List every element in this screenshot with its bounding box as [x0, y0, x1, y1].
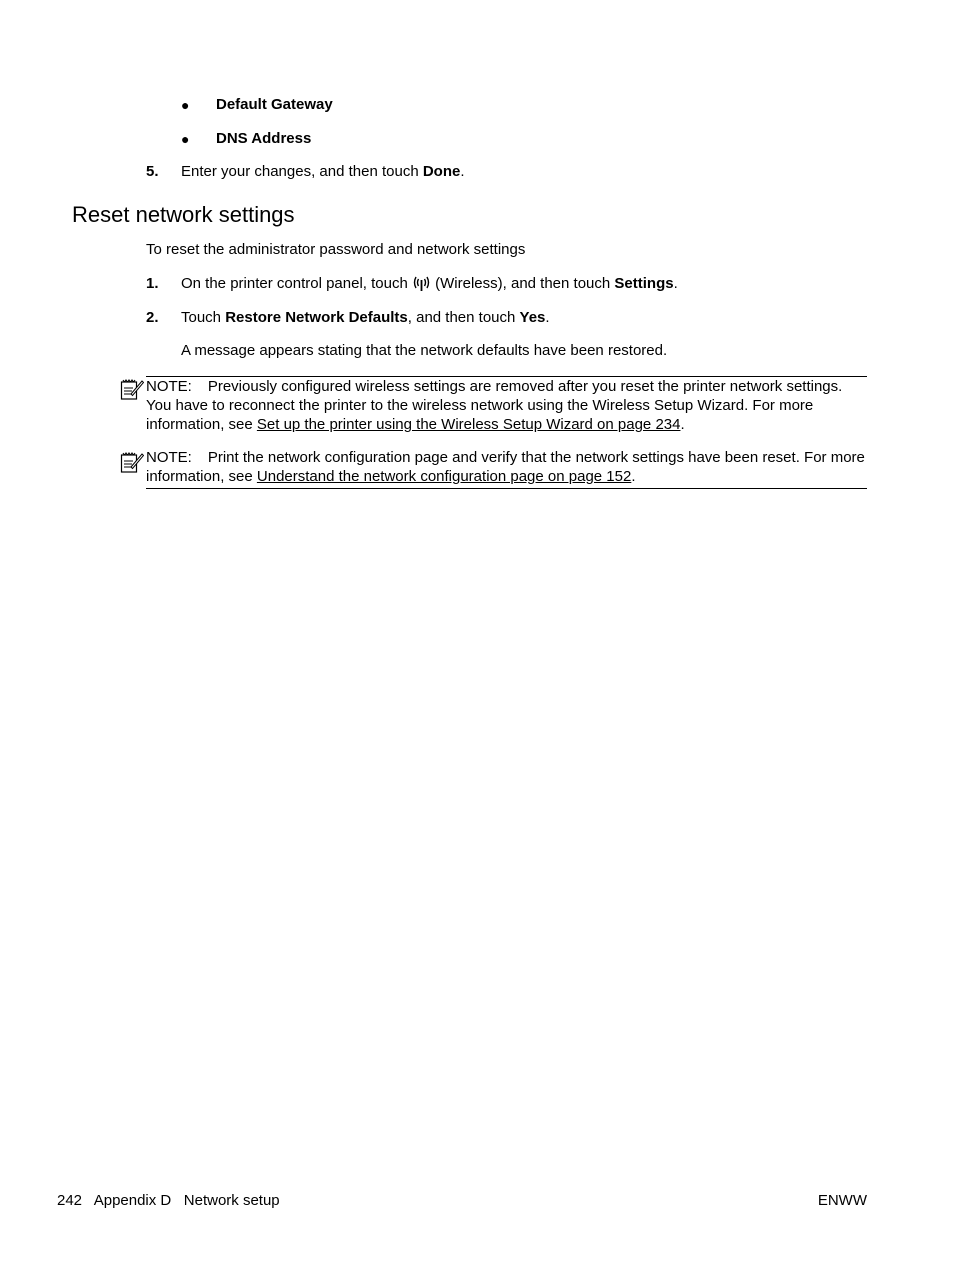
step-text-part: . — [673, 275, 678, 292]
footer-section: Appendix D Network setup — [93, 1192, 280, 1209]
step-detail: A message appears stating that the network defaults have been restored. — [181, 342, 668, 359]
note-label: NOTE: — [146, 449, 192, 466]
section-intro: To reset the administrator password and network settings — [146, 241, 526, 258]
wireless-icon — [412, 274, 431, 291]
yes-label: Yes — [519, 309, 546, 326]
bullet-dot: ● — [181, 131, 190, 147]
footer-right: ENWW — [817, 1192, 867, 1209]
note-icon — [120, 378, 144, 402]
section-title: Reset network settings — [72, 202, 295, 227]
step-text-part: , and then touch — [407, 309, 520, 326]
note-icon — [120, 451, 144, 475]
bullet-default-gateway: Default Gateway — [216, 96, 333, 113]
note-text: Previously configured wireless settings are removed after you reset the printer network settings. You have to reconnect the printer to the wireless network using the Wireless Setup Wizard. For more information, see — [146, 378, 843, 433]
footer-left — [57, 1191, 280, 1210]
bullet-dot: ● — [181, 97, 190, 113]
step-number: 1. — [146, 275, 159, 292]
page-number: 242 — [57, 1192, 83, 1209]
wireless-setup-link[interactable]: Set up the printer using the Wireless Setup Wizard on page 234 — [256, 416, 681, 433]
step-text-part: Enter your changes, and then touch — [181, 163, 423, 180]
done-label: Done — [422, 163, 461, 180]
note-text: Print the network configuration page and verify that the network settings have been reset. For more information, see — [146, 449, 865, 485]
note-box — [146, 376, 867, 434]
step-number: 2. — [146, 309, 159, 326]
step-text-part: . — [460, 163, 465, 180]
step-number: 5. — [146, 163, 159, 180]
note-label: NOTE: — [146, 378, 192, 395]
step-text-part: On the printer control panel, touch — [181, 275, 412, 292]
note-box — [146, 448, 867, 489]
step-text-part: (Wireless), and then touch — [430, 275, 615, 292]
bullet-dns-address: DNS Address — [216, 130, 312, 147]
network-config-page-link[interactable]: Understand the network configuration page on page 152 — [256, 468, 632, 485]
step-text-part: Touch — [181, 309, 226, 326]
settings-label: Settings — [614, 275, 674, 292]
step-text — [181, 274, 678, 293]
step-text — [181, 308, 550, 327]
note-text-end: . — [680, 416, 685, 433]
note-text-end: . — [631, 468, 636, 485]
restore-defaults-label: Restore Network Defaults — [225, 309, 408, 326]
step-text-part: . — [545, 309, 550, 326]
step-text — [181, 162, 465, 181]
